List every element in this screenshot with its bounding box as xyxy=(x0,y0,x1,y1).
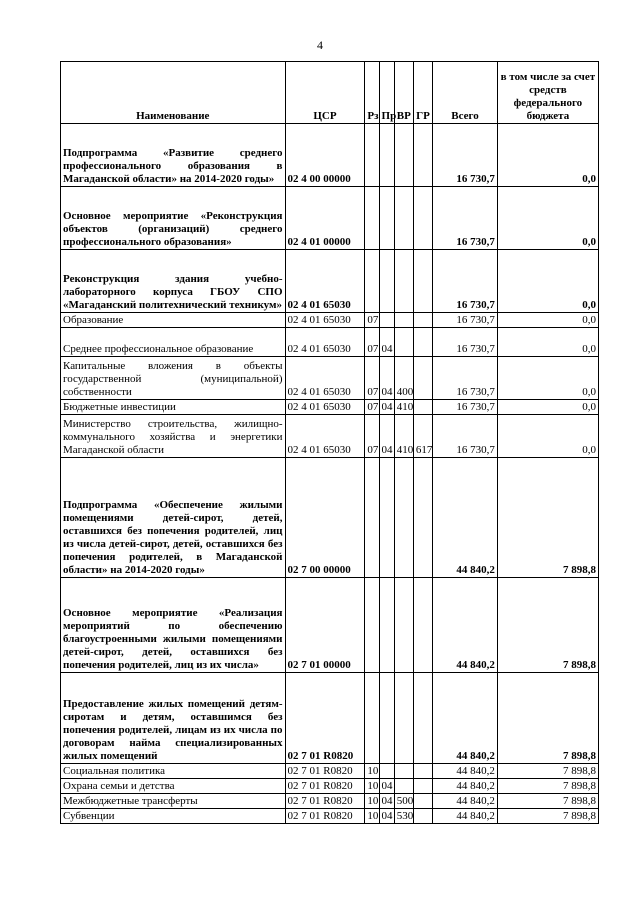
row-pr xyxy=(379,764,394,779)
row-pr xyxy=(379,313,394,328)
row-rz xyxy=(365,250,379,313)
row-vr xyxy=(394,328,413,357)
row-rz: 07 xyxy=(365,357,379,400)
row-rz: 10 xyxy=(365,779,379,794)
row-rz: 10 xyxy=(365,794,379,809)
row-federal: 7 898,8 xyxy=(497,809,598,824)
row-csr: 02 4 01 65030 xyxy=(285,400,365,415)
table-row xyxy=(61,458,599,578)
row-gr xyxy=(413,313,432,328)
row-name: Бюджетные инвестиции xyxy=(61,400,286,415)
row-federal: 0,0 xyxy=(497,357,598,400)
row-gr xyxy=(413,328,432,357)
table-row xyxy=(61,578,599,673)
row-federal: 7 898,8 xyxy=(497,673,598,764)
header-pr: Пр xyxy=(379,62,394,124)
row-gr xyxy=(413,187,432,250)
row-pr: 04 xyxy=(379,400,394,415)
row-total: 44 840,2 xyxy=(433,458,498,578)
row-rz: 10 xyxy=(365,764,379,779)
row-pr xyxy=(379,458,394,578)
row-csr: 02 7 01 R0820 xyxy=(285,764,365,779)
row-rz: 07 xyxy=(365,400,379,415)
row-rz: 07 xyxy=(365,415,379,458)
row-csr: 02 7 01 00000 xyxy=(285,578,365,673)
row-total: 16 730,7 xyxy=(433,357,498,400)
table-row xyxy=(61,328,599,357)
header-row xyxy=(61,62,599,124)
table-row xyxy=(61,357,599,400)
row-rz xyxy=(365,187,379,250)
row-pr xyxy=(379,187,394,250)
row-vr xyxy=(394,313,413,328)
row-federal: 0,0 xyxy=(497,187,598,250)
header-name: Наименование xyxy=(61,62,286,124)
row-csr: 02 7 00 00000 xyxy=(285,458,365,578)
row-csr: 02 7 01 R0820 xyxy=(285,779,365,794)
row-name: Охрана семьи и детства xyxy=(61,779,286,794)
row-csr: 02 4 01 00000 xyxy=(285,187,365,250)
row-pr: 04 xyxy=(379,328,394,357)
row-vr xyxy=(394,764,413,779)
table-row xyxy=(61,794,599,809)
row-gr xyxy=(413,250,432,313)
row-csr: 02 4 01 65030 xyxy=(285,415,365,458)
row-name: Социальная политика xyxy=(61,764,286,779)
row-vr xyxy=(394,779,413,794)
row-pr: 04 xyxy=(379,794,394,809)
row-total: 44 840,2 xyxy=(433,764,498,779)
row-pr: 04 xyxy=(379,415,394,458)
row-federal: 7 898,8 xyxy=(497,578,598,673)
row-total: 44 840,2 xyxy=(433,794,498,809)
row-name: Реконструкция здания учебно-лабораторного корпуса ГБОУ СПО «Магаданский политехнический техникум» xyxy=(61,250,286,313)
row-total: 16 730,7 xyxy=(433,328,498,357)
row-vr xyxy=(394,578,413,673)
row-name: Основное мероприятие «Реконструкция объектов (организаций) среднего профессионального образования» xyxy=(61,187,286,250)
row-gr xyxy=(413,357,432,400)
row-federal: 7 898,8 xyxy=(497,458,598,578)
row-gr xyxy=(413,794,432,809)
table-row xyxy=(61,779,599,794)
row-gr: 617 xyxy=(413,415,432,458)
row-gr xyxy=(413,764,432,779)
row-gr xyxy=(413,578,432,673)
row-total: 16 730,7 xyxy=(433,400,498,415)
header-vr: ВР xyxy=(394,62,413,124)
row-federal: 7 898,8 xyxy=(497,764,598,779)
row-rz xyxy=(365,673,379,764)
row-gr xyxy=(413,809,432,824)
row-federal: 7 898,8 xyxy=(497,779,598,794)
row-vr: 500 xyxy=(394,794,413,809)
row-rz xyxy=(365,124,379,187)
header-csr: ЦСР xyxy=(285,62,365,124)
row-total: 16 730,7 xyxy=(433,187,498,250)
row-rz xyxy=(365,578,379,673)
row-rz: 10 xyxy=(365,809,379,824)
row-total: 44 840,2 xyxy=(433,578,498,673)
row-pr xyxy=(379,578,394,673)
row-gr xyxy=(413,673,432,764)
row-name: Капитальные вложения в объекты государственной (муниципальной) собственности xyxy=(61,357,286,400)
row-vr: 410 xyxy=(394,415,413,458)
row-vr xyxy=(394,187,413,250)
header-gr: ГР xyxy=(413,62,432,124)
row-csr: 02 4 01 65030 xyxy=(285,313,365,328)
row-gr xyxy=(413,779,432,794)
row-csr: 02 7 01 R0820 xyxy=(285,673,365,764)
row-rz: 07 xyxy=(365,328,379,357)
row-pr xyxy=(379,250,394,313)
header-total: Всего xyxy=(433,62,498,124)
row-vr xyxy=(394,250,413,313)
row-pr: 04 xyxy=(379,809,394,824)
row-vr: 400 xyxy=(394,357,413,400)
row-name: Подпрограмма «Обеспечение жилыми помещениями детей-сирот, детей, оставшихся без попечения родителей, лиц из числа детей-сирот, детей, оставшихся без попечения родителей, в Магаданской области» на 2014-2020 годы» xyxy=(61,458,286,578)
page-number: 4 xyxy=(317,38,323,52)
header-rz: Рз xyxy=(365,62,379,124)
row-federal: 7 898,8 xyxy=(497,794,598,809)
row-csr: 02 7 01 R0820 xyxy=(285,794,365,809)
row-vr xyxy=(394,673,413,764)
row-csr: 02 4 00 00000 xyxy=(285,124,365,187)
row-total: 44 840,2 xyxy=(433,809,498,824)
row-name: Межбюджетные трансферты xyxy=(61,794,286,809)
header-federal: в том числе за счет средств федерального бюджета xyxy=(497,62,598,124)
row-pr: 04 xyxy=(379,779,394,794)
row-csr: 02 4 01 65030 xyxy=(285,357,365,400)
row-total: 16 730,7 xyxy=(433,415,498,458)
row-vr: 410 xyxy=(394,400,413,415)
row-pr xyxy=(379,124,394,187)
row-name: Образование xyxy=(61,313,286,328)
table-row xyxy=(61,250,599,313)
row-pr: 04 xyxy=(379,357,394,400)
row-total: 44 840,2 xyxy=(433,673,498,764)
row-csr: 02 4 01 65030 xyxy=(285,328,365,357)
row-name: Подпрограмма «Развитие среднего профессионального образования в Магаданской области» на 2014-2020 годы» xyxy=(61,124,286,187)
row-federal: 0,0 xyxy=(497,328,598,357)
row-federal: 0,0 xyxy=(497,415,598,458)
row-federal: 0,0 xyxy=(497,313,598,328)
row-total: 16 730,7 xyxy=(433,124,498,187)
row-csr: 02 4 01 65030 xyxy=(285,250,365,313)
row-total: 16 730,7 xyxy=(433,313,498,328)
row-vr xyxy=(394,124,413,187)
budget-table xyxy=(60,61,599,824)
row-federal: 0,0 xyxy=(497,250,598,313)
row-vr: 530 xyxy=(394,809,413,824)
row-csr: 02 7 01 R0820 xyxy=(285,809,365,824)
row-rz: 07 xyxy=(365,313,379,328)
row-gr xyxy=(413,458,432,578)
row-total: 44 840,2 xyxy=(433,779,498,794)
row-name: Среднее профессиональное образование xyxy=(61,328,286,357)
table-row xyxy=(61,764,599,779)
table-row xyxy=(61,313,599,328)
row-name: Основное мероприятие «Реализация мероприятий по обеспечению благоустроенными жилыми помещениями детей-сирот, детей, оставшихся без попечения родителей, лиц из их числа» xyxy=(61,578,286,673)
table-row xyxy=(61,124,599,187)
row-federal: 0,0 xyxy=(497,400,598,415)
row-rz xyxy=(365,458,379,578)
table-row xyxy=(61,415,599,458)
row-vr xyxy=(394,458,413,578)
row-total: 16 730,7 xyxy=(433,250,498,313)
table-row xyxy=(61,809,599,824)
table-row xyxy=(61,400,599,415)
row-federal: 0,0 xyxy=(497,124,598,187)
row-gr xyxy=(413,400,432,415)
row-pr xyxy=(379,673,394,764)
row-name: Субвенции xyxy=(61,809,286,824)
table-row xyxy=(61,187,599,250)
row-name: Предоставление жилых помещений детям-сиротам и детям, оставшимся без попечения родителей, лицам из их числа по договорам найма специализированных жилых помещений xyxy=(61,673,286,764)
table-row xyxy=(61,673,599,764)
row-gr xyxy=(413,124,432,187)
row-name: Министерство строительства, жилищно-коммунального хозяйства и энергетики Магаданской области xyxy=(61,415,286,458)
